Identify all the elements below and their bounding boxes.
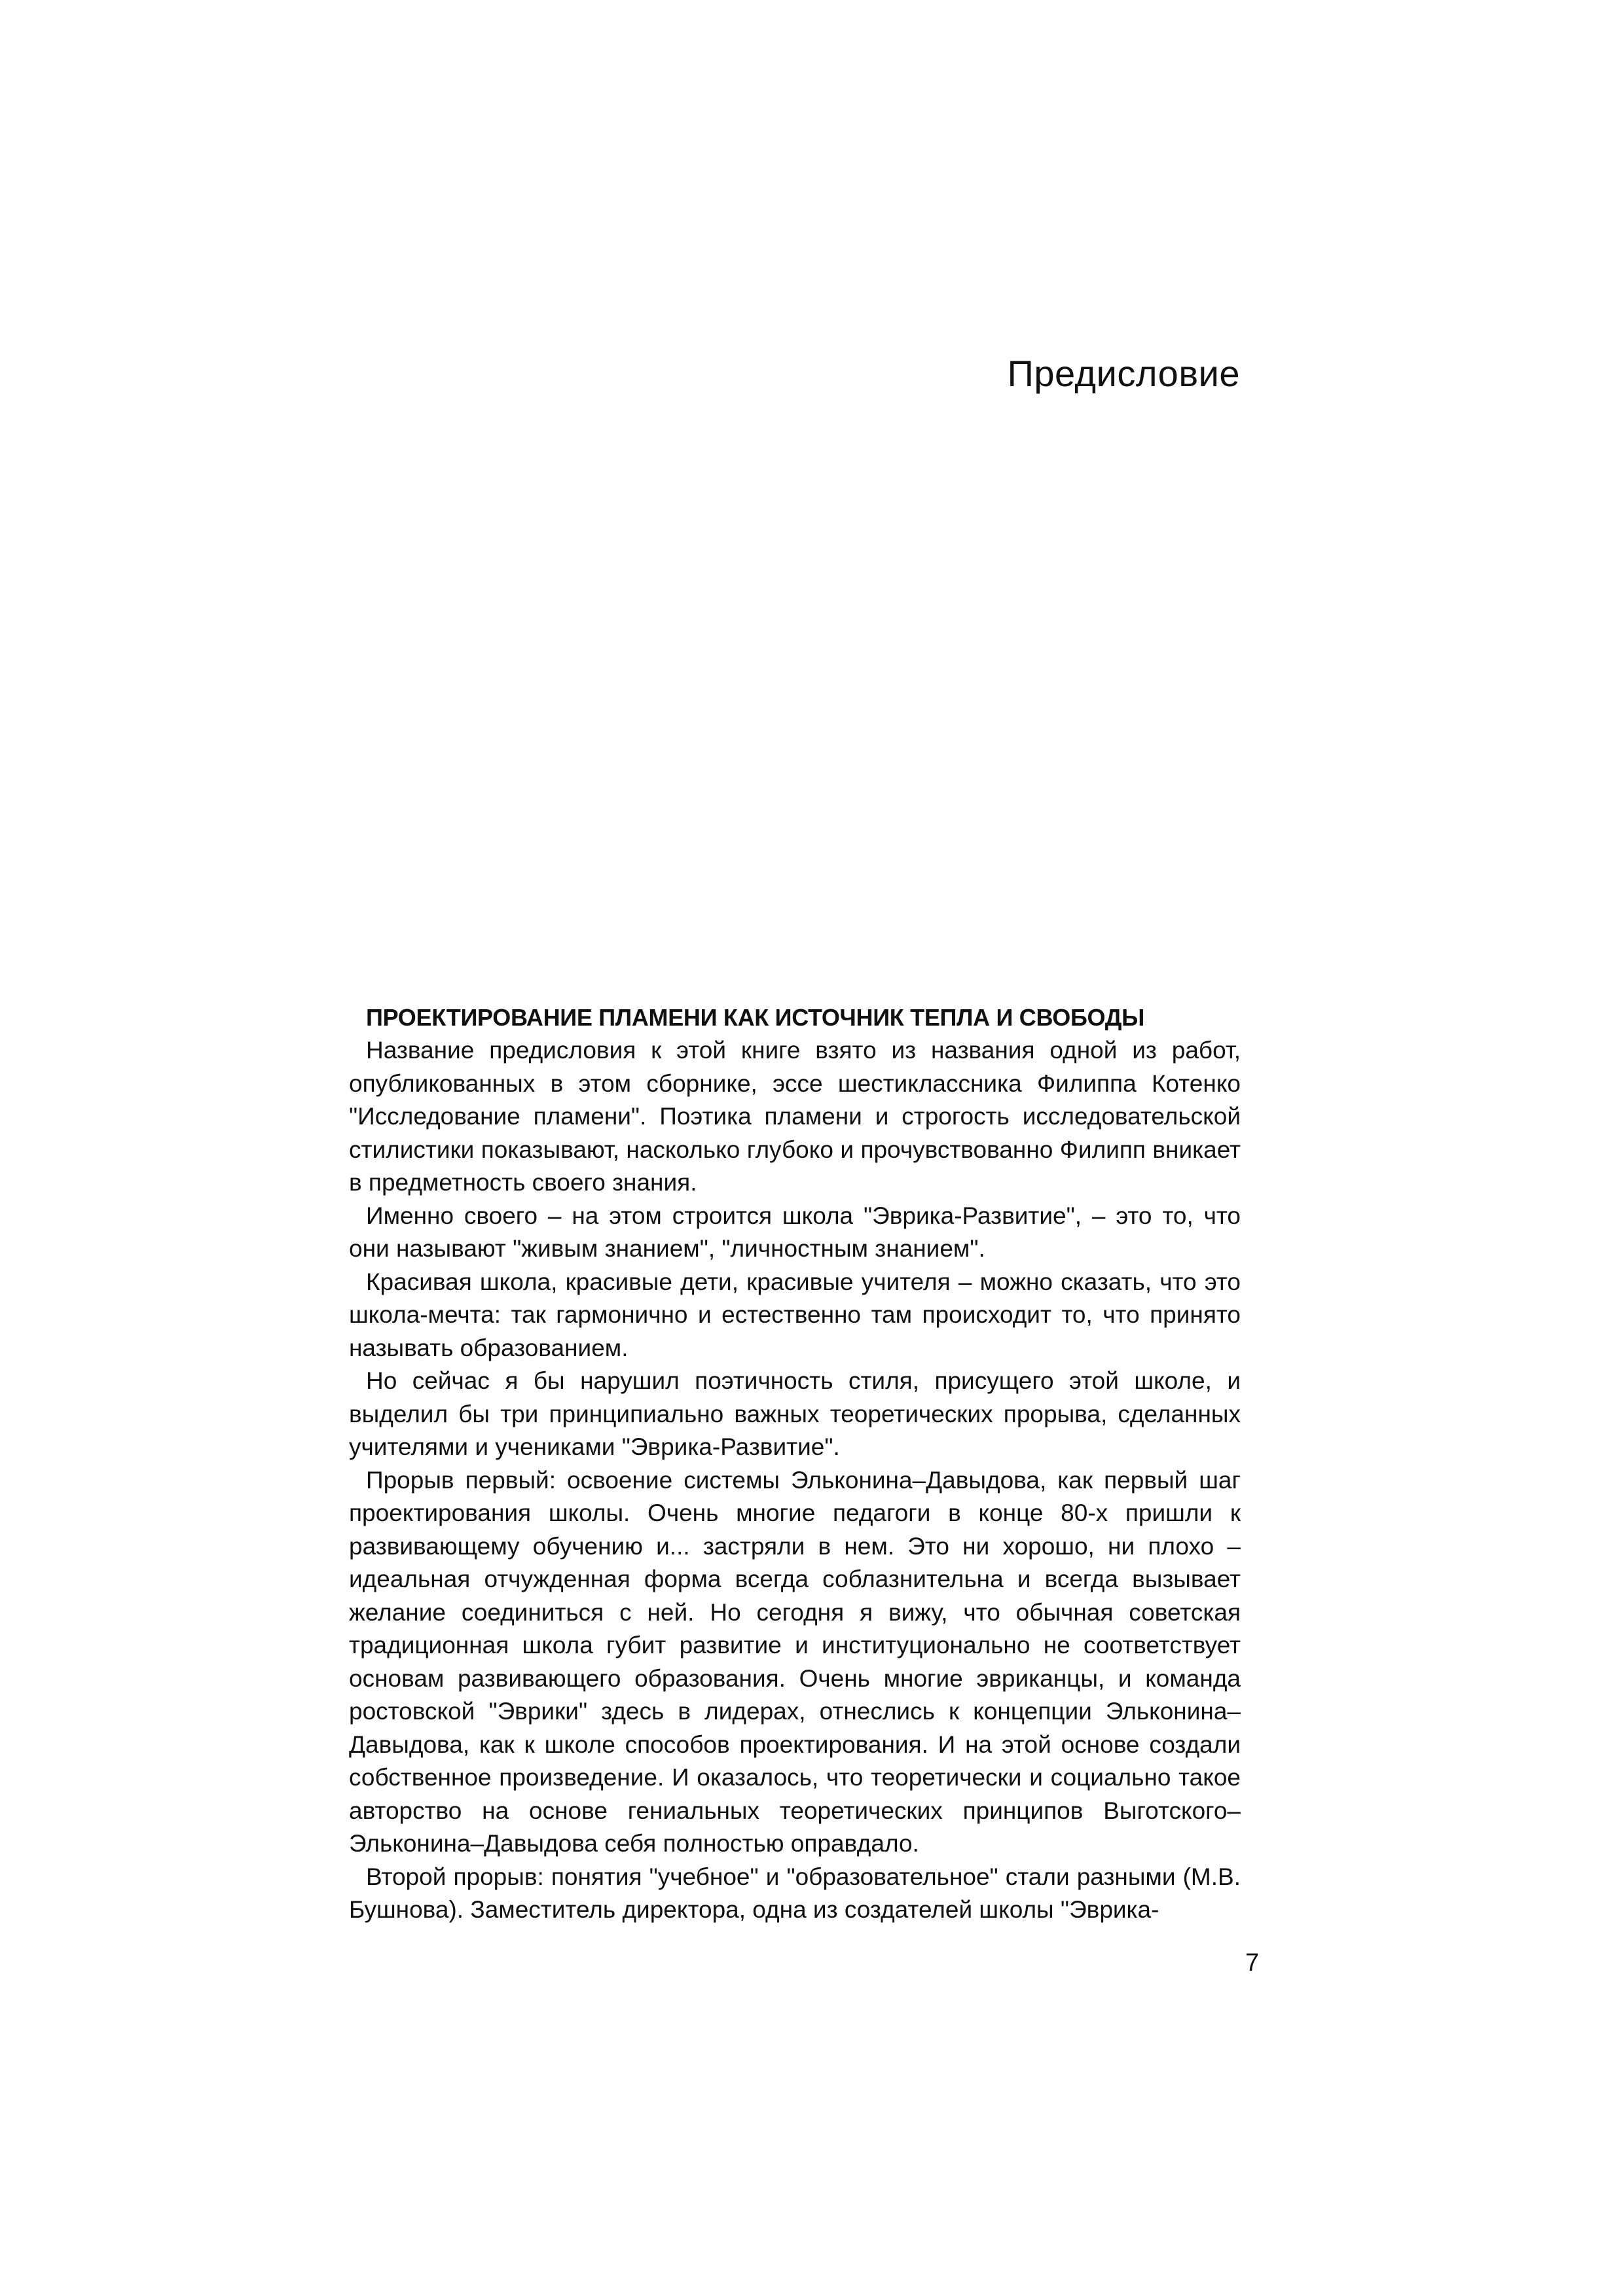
section-heading: ПРОЕКТИРОВАНИЕ ПЛАМЕНИ КАК ИСТОЧНИК ТЕПЛА И СВОБОДЫ [366, 1004, 1145, 1031]
paragraph-3: Красивая школа, красивые дети, красивые учителя – можно сказать, что это школа-мечта: так гармонично и естественно там происходит то, что принято называть образованием. [349, 1268, 1241, 1361]
paragraph-1: Название предисловия к этой книге взято из названия одной из работ, опубликованных в этом сборнике, эссе шестиклассника Филиппа Котенко "Исследование пламени". Поэтика пламени и строгость исследовательской стилистики показывают, насколько глубоко и прочувствованно Филипп вникает в предметность своего знания. [349, 1037, 1241, 1196]
main-text-block [349, 1001, 1241, 1927]
page-number: 7 [1245, 1949, 1260, 1977]
paragraph-2: Именно своего – на этом строится школа "Эврика-Развитие", – это то, что они называют "живым знанием", "личностным знанием". [349, 1202, 1241, 1262]
paragraph-5: Прорыв первый: освоение системы Эльконина–Давыдова, как первый шаг проектирования школы. Очень многие педагоги в конце 80-х пришли к развивающему обучению и... застряли в нем. Это ни хорошо, ни плохо – идеальная отчужденная форма всегда соблазнительна и всегда вызывает желание соединиться с ней. Но сегодня я вижу, что обычная советская традиционная школа губит развитие и институционально не соответствует основам развивающего образования. Очень многие эвриканцы, и команда ростовской "Эврики" здесь в лидерах, отнеслись к концепции Эльконина–Давыдова, как к школе способов проектирования. И на этой основе создали собственное произведение. И оказалось, что теоретически и социально такое авторство на основе гениальных теоретических принципов Выготского–Эльконина–Давыдова себя полностью оправдало. [349, 1466, 1241, 1857]
chapter-title: Предисловие [1007, 353, 1240, 394]
paragraph-4: Но сейчас я бы нарушил поэтичность стиля, присущего этой школе, и выделил бы три принципиально важных теоретических прорыва, сделанных учителями и учениками "Эврика-Развитие". [349, 1367, 1241, 1460]
paragraph-6: Второй прорыв: понятия "учебное" и "образовательное" стали разными (М.В. Бушнова). Заместитель директора, одна из создателей школы "Эврика- [349, 1863, 1241, 1923]
